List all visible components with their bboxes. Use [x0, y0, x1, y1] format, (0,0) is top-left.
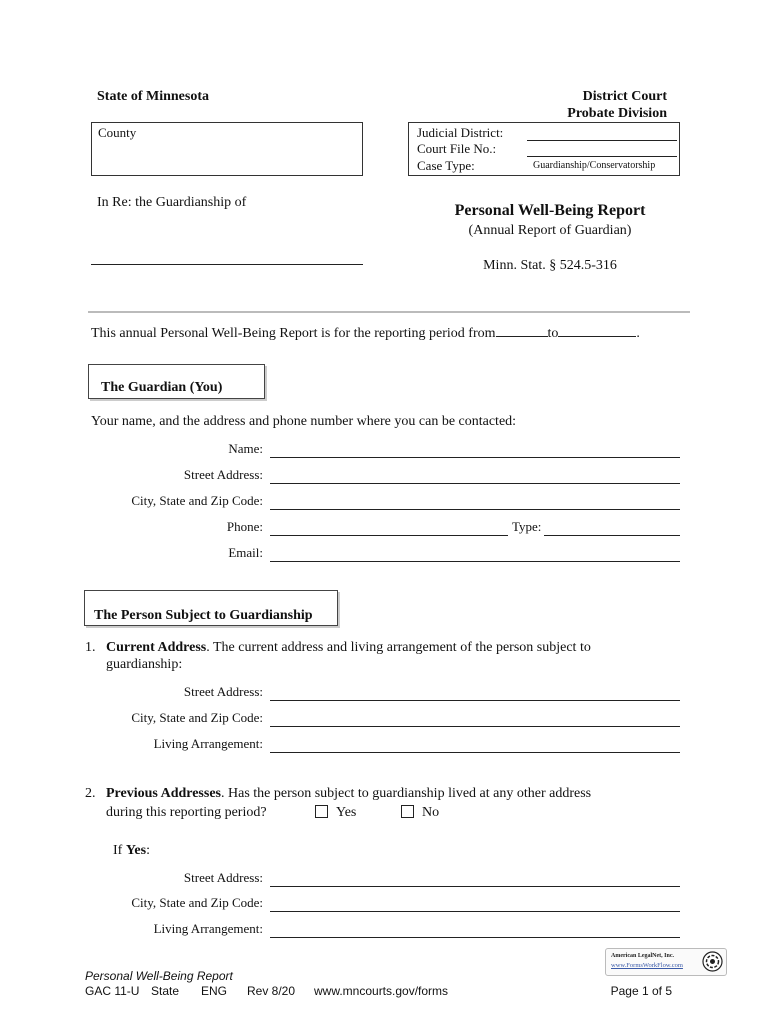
footer-url[interactable]: www.mncourts.gov/forms [314, 984, 449, 998]
guardian-phone-type-label: Type: [512, 519, 542, 534]
guardian-email-field[interactable] [270, 561, 680, 562]
legalnet-badge [605, 948, 727, 976]
court-file-label: Court File No.: [417, 141, 497, 156]
guardian-phone-label: Phone: [226, 519, 263, 534]
current-living-label: Living Arrangement: [153, 736, 263, 751]
footer-language: ENG [201, 984, 228, 998]
guardian-street-field[interactable] [270, 483, 680, 484]
if-prefix: If [113, 843, 126, 858]
guardian-intro: Your name, and the address and phone number where you can be contacted: [91, 414, 517, 429]
county-label: County [98, 125, 137, 140]
previous-street-label: Street Address: [183, 870, 263, 885]
case-type-label: Case Type: [417, 158, 475, 173]
current-street-field[interactable] [270, 700, 680, 701]
current-street-label: Street Address: [183, 684, 263, 699]
state-heading: State of Minnesota [97, 89, 209, 104]
form-title: Personal Well-Being Report [454, 202, 646, 219]
reporting-period-text: This annual Personal Well-Being Report is for the reporting period from [91, 326, 496, 341]
judicial-district-field[interactable] [527, 140, 677, 141]
form-subtitle: (Annual Report of Guardian) [468, 223, 632, 238]
q1-description: . The current address and living arrangement of the person subject to [206, 640, 591, 655]
yes-label: Yes [336, 805, 357, 820]
footer-revision: Rev 8/20 [247, 984, 296, 998]
current-city-label: City, State and Zip Code: [131, 710, 263, 725]
guardian-heading: The Guardian (You) [101, 380, 223, 395]
previous-address-no-checkbox[interactable] [401, 805, 414, 818]
case-info-box [408, 122, 680, 176]
q2-description: . Has the person subject to guardianship lived at any other address [221, 786, 592, 801]
footer-page-number: Page 1 of 5 [610, 984, 672, 998]
q2-title: Previous Addresses [106, 786, 221, 801]
guardian-street-label: Street Address: [183, 467, 263, 482]
guardian-heading-box [88, 364, 265, 399]
q1-description-cont: guardianship: [106, 657, 183, 672]
previous-city-label: City, State and Zip Code: [131, 895, 263, 910]
if-yes-label [113, 843, 150, 859]
footer-form-code: GAC 11-U [85, 984, 140, 998]
section-divider [88, 311, 690, 313]
q1-text [106, 640, 591, 656]
period-to: to [547, 326, 559, 341]
court-heading: District Court [582, 89, 667, 104]
q1-number: 1. [85, 640, 96, 655]
previous-city-field[interactable] [270, 911, 680, 912]
previous-living-label: Living Arrangement: [153, 921, 263, 936]
footer-state: State [151, 984, 180, 998]
previous-address-yes-checkbox[interactable] [315, 805, 328, 818]
if-yes-bold: Yes [125, 843, 147, 858]
period-end-punct: . [636, 326, 640, 341]
guardian-name-field[interactable] [270, 457, 680, 458]
period-end-field[interactable] [558, 324, 636, 337]
division-heading: Probate Division [567, 106, 667, 121]
if-suffix: : [146, 843, 150, 858]
q2-number: 2. [85, 786, 96, 801]
current-city-field[interactable] [270, 726, 680, 727]
q2-description-cont: during this reporting period? [106, 805, 267, 820]
statute-reference: Minn. Stat. § 524.5-316 [483, 258, 617, 273]
badge-company: American LegalNet, Inc. [611, 953, 674, 959]
q1-title: Current Address [106, 640, 207, 655]
county-box[interactable] [91, 122, 363, 176]
person-heading-box [84, 590, 338, 626]
footer-form-title: Personal Well-Being Report [85, 969, 233, 983]
guardian-email-label: Email: [228, 545, 263, 560]
q2-text [106, 786, 591, 802]
guardian-phone-type-field[interactable] [544, 535, 680, 536]
no-label: No [422, 805, 440, 820]
previous-street-field[interactable] [270, 886, 680, 887]
guardian-phone-field[interactable] [270, 535, 508, 536]
case-type-value: Guardianship/Conservatorship [533, 160, 656, 171]
reporting-period-line [91, 324, 640, 342]
in-re-label: In Re: the Guardianship of [97, 195, 247, 210]
badge-logo-icon [702, 951, 723, 972]
guardian-city-field[interactable] [270, 509, 680, 510]
court-file-field[interactable] [527, 156, 677, 157]
ward-name-field[interactable] [91, 264, 363, 265]
guardian-city-label: City, State and Zip Code: [131, 493, 263, 508]
period-start-field[interactable] [496, 324, 548, 337]
person-heading: The Person Subject to Guardianship [94, 608, 313, 623]
previous-living-field[interactable] [270, 937, 680, 938]
current-living-field[interactable] [270, 752, 680, 753]
judicial-district-label: Judicial District: [417, 125, 504, 140]
guardian-name-label: Name: [228, 441, 263, 456]
badge-url[interactable]: www.FormsWorkFlow.com [611, 962, 683, 969]
